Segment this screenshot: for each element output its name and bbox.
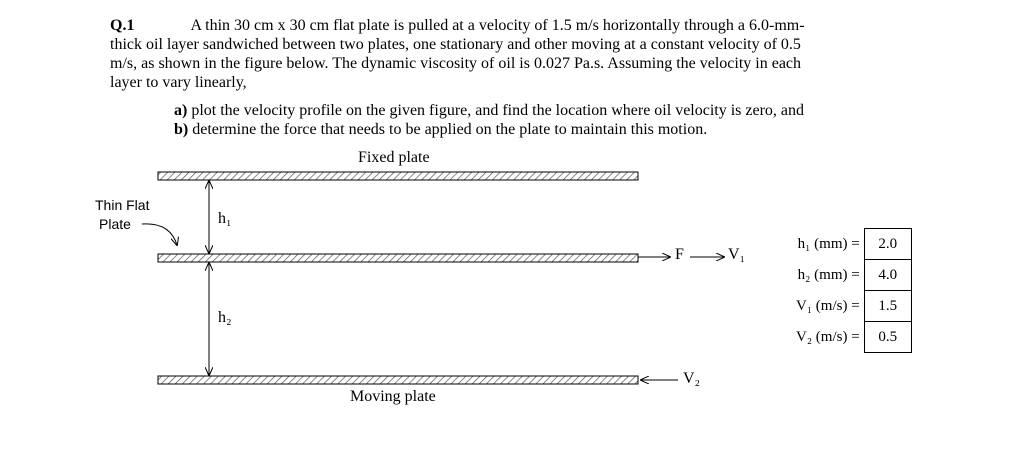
force-label: F (675, 246, 684, 263)
parameter-value: 1.5 (864, 291, 911, 322)
moving-plate (158, 376, 638, 384)
problem-text-line-4: layer to vary linearly, (110, 74, 247, 91)
thin-flat-plate (158, 254, 638, 262)
thin-plate-label-line-1: Thin Flat (95, 197, 150, 213)
parameter-value: 4.0 (864, 260, 911, 291)
part-a-label: a) (174, 102, 188, 119)
parameter-value: 0.5 (864, 322, 911, 353)
problem-text-line-2: thick oil layer sandwiched between two plates, one stationary and other moving at a constant velocity of 0.5 (110, 36, 801, 53)
question-number: Q.1 (110, 17, 135, 34)
parameter-key: V₂ (m/s) = (796, 328, 860, 345)
parameter-row (790, 291, 911, 322)
thin-plate-pointer (142, 224, 177, 245)
moving-plate-label: Moving plate (350, 388, 436, 405)
parameter-key: h₁ (mm) = (797, 235, 860, 252)
fixed-plate-label: Fixed plate (358, 149, 430, 166)
problem-text-line-3: m/s, as shown in the figure below. The dynamic viscosity of oil is 0.027 Pa.s. Assuming the velocity in each (110, 55, 802, 72)
parameters-table (790, 228, 912, 353)
parameter-row (790, 322, 911, 353)
problem-text-line-1: A thin 30 cm x 30 cm flat plate is pulled at a velocity of 1.5 m/s horizontally through a 6.0-mm- (190, 17, 805, 34)
part-a-text: plot the velocity profile on the given figure, and find the location where oil velocity is zero, and (191, 102, 805, 119)
h2-label: h₂ (218, 309, 232, 326)
parameter-value: 2.0 (864, 229, 911, 260)
parameter-key: h₂ (mm) = (797, 266, 860, 283)
thin-plate-label-line-2: Plate (99, 216, 131, 232)
part-b-label: b) (174, 121, 189, 138)
h1-label: h₁ (218, 210, 232, 227)
fixed-plate (158, 172, 638, 180)
parameter-row (790, 229, 911, 260)
v2-label: V₂ (683, 370, 701, 387)
part-b-text: determine the force that needs to be applied on the plate to maintain this motion. (192, 121, 708, 138)
parameter-key: V₁ (m/s) = (796, 297, 860, 314)
parameter-row (790, 260, 911, 291)
v1-label: V₁ (728, 246, 746, 263)
